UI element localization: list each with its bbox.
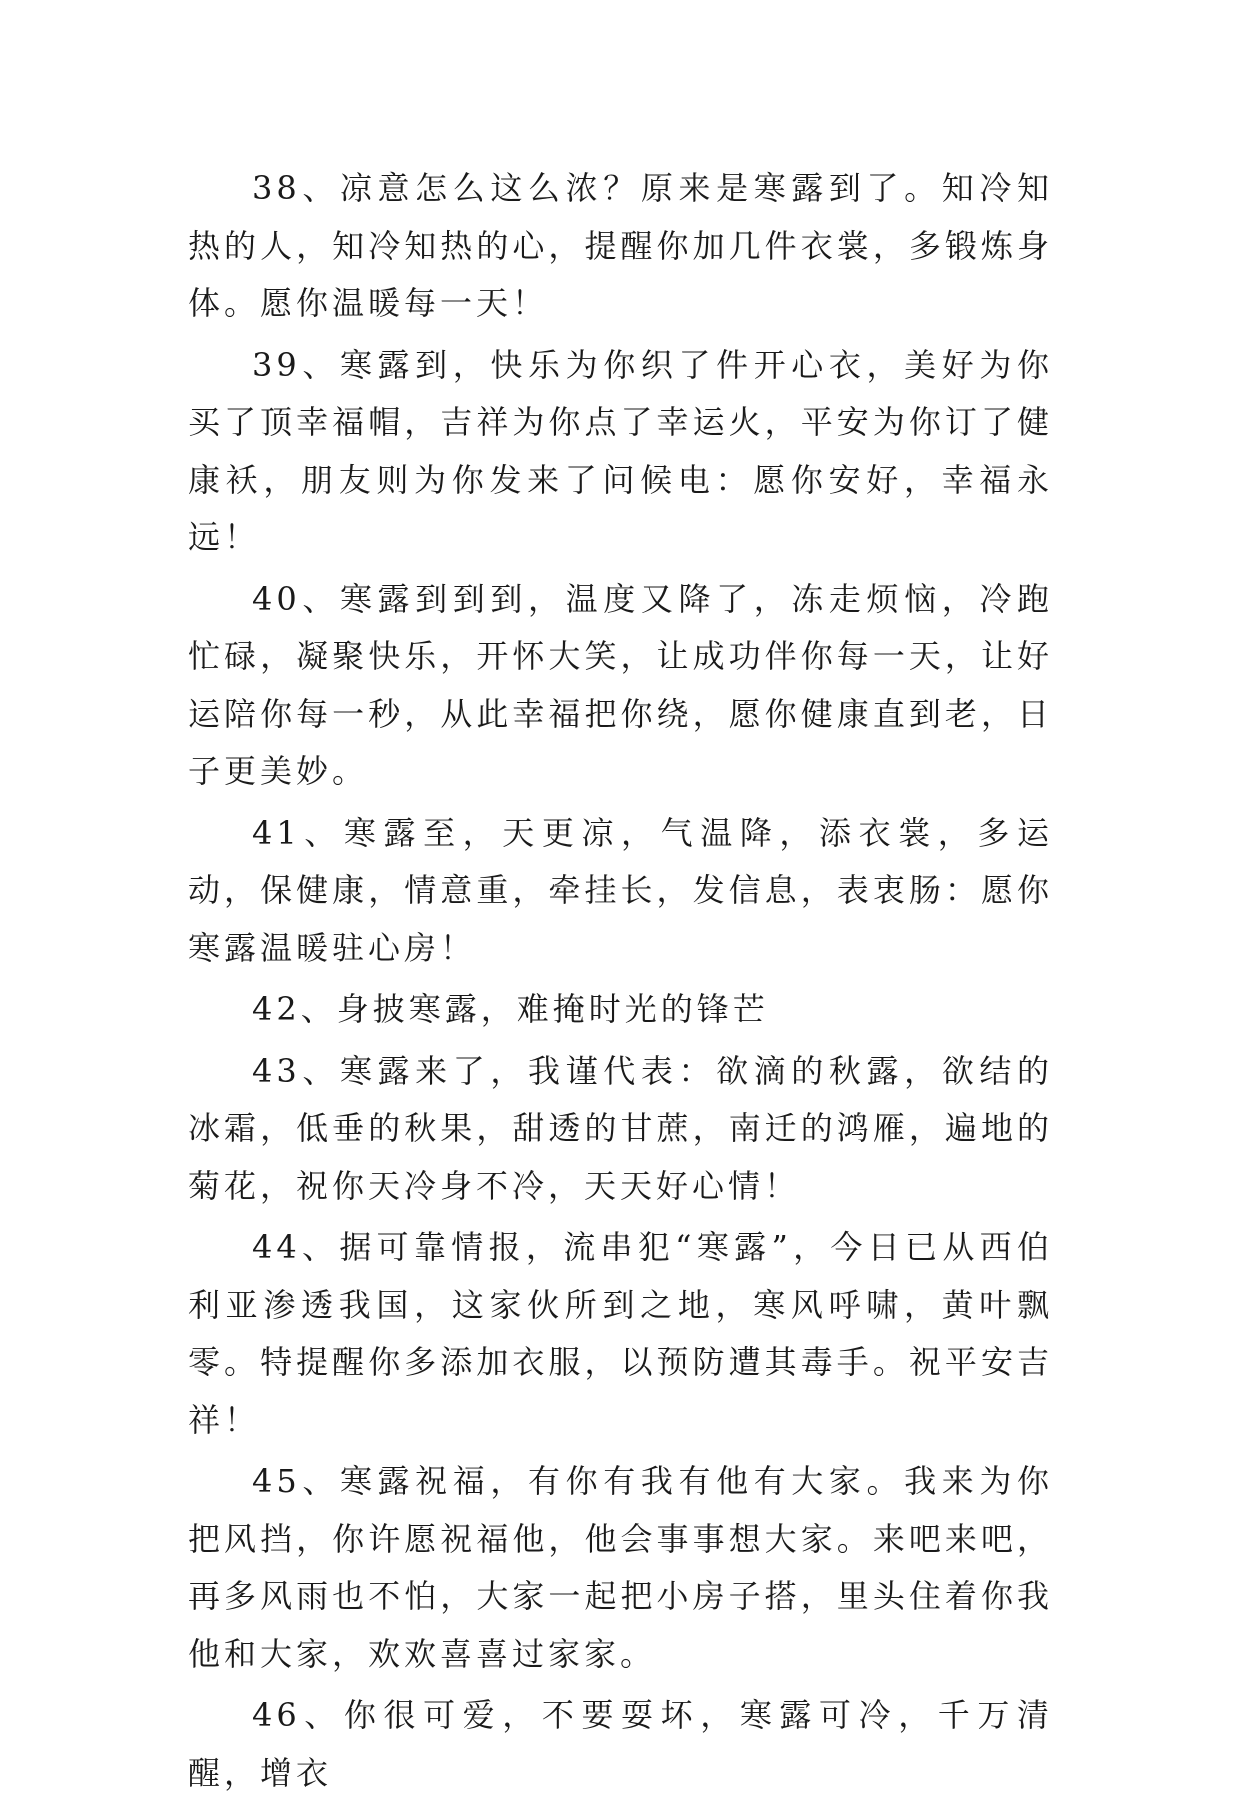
paragraph-46: 46、你很可爱，不要耍坏，寒露可冷，千万清醒，增衣 xyxy=(188,1696,1053,1792)
paragraph-40: 40、寒露到到到，温度又降了，冻走烦恼，冷跑忙碌，凝聚快乐，开怀大笑，让成功伴你每一天，让好运陪你每一秒，从此幸福把你绕，愿你健康直到老，日子更美妙。 xyxy=(188,579,1053,790)
paragraph-42: 42、身披寒露，难掩时光的锋芒 xyxy=(252,990,769,1028)
paragraph-39: 39、寒露到，快乐为你织了件开心衣，美好为你买了顶幸福帽，吉祥为你点了幸运火，平安为你订了健康袄，朋友则为你发来了问候电：愿你安好，幸福永远！ xyxy=(188,345,1053,556)
paragraph-44: 44、据可靠情报，流串犯“寒露”，今日已从西伯利亚渗透我国，这家伙所到之地，寒风呼啸，黄叶飘零。特提醒你多添加衣服，以预防遭其毒手。祝平安吉祥！ xyxy=(188,1228,1053,1439)
paragraph-45: 45、寒露祝福，有你有我有他有大家。我来为你把风挡，你许愿祝福他，他会事事想大家。来吧来吧，再多风雨也不怕，大家一起把小房子搭，里头住着你我他和大家，欢欢喜喜过家家。 xyxy=(188,1462,1053,1673)
paragraph-43: 43、寒露来了，我谨代表：欲滴的秋露，欲结的冰霜，低垂的秋果，甜透的甘蔗，南迁的鸿雁，遍地的菊花，祝你天冷身不冷，天天好心情！ xyxy=(188,1051,1053,1205)
paragraph-41: 41、寒露至，天更凉，气温降，添衣裳，多运动，保健康，情意重，牵挂长，发信息，表衷肠：愿你寒露温暖驻心房！ xyxy=(188,813,1053,967)
document-body xyxy=(188,160,1053,1806)
paragraph-38: 38、凉意怎么这么浓？原来是寒露到了。知冷知热的人，知冷知热的心，提醒你加几件衣裳，多锻炼身体。愿你温暖每一天！ xyxy=(188,169,1053,322)
